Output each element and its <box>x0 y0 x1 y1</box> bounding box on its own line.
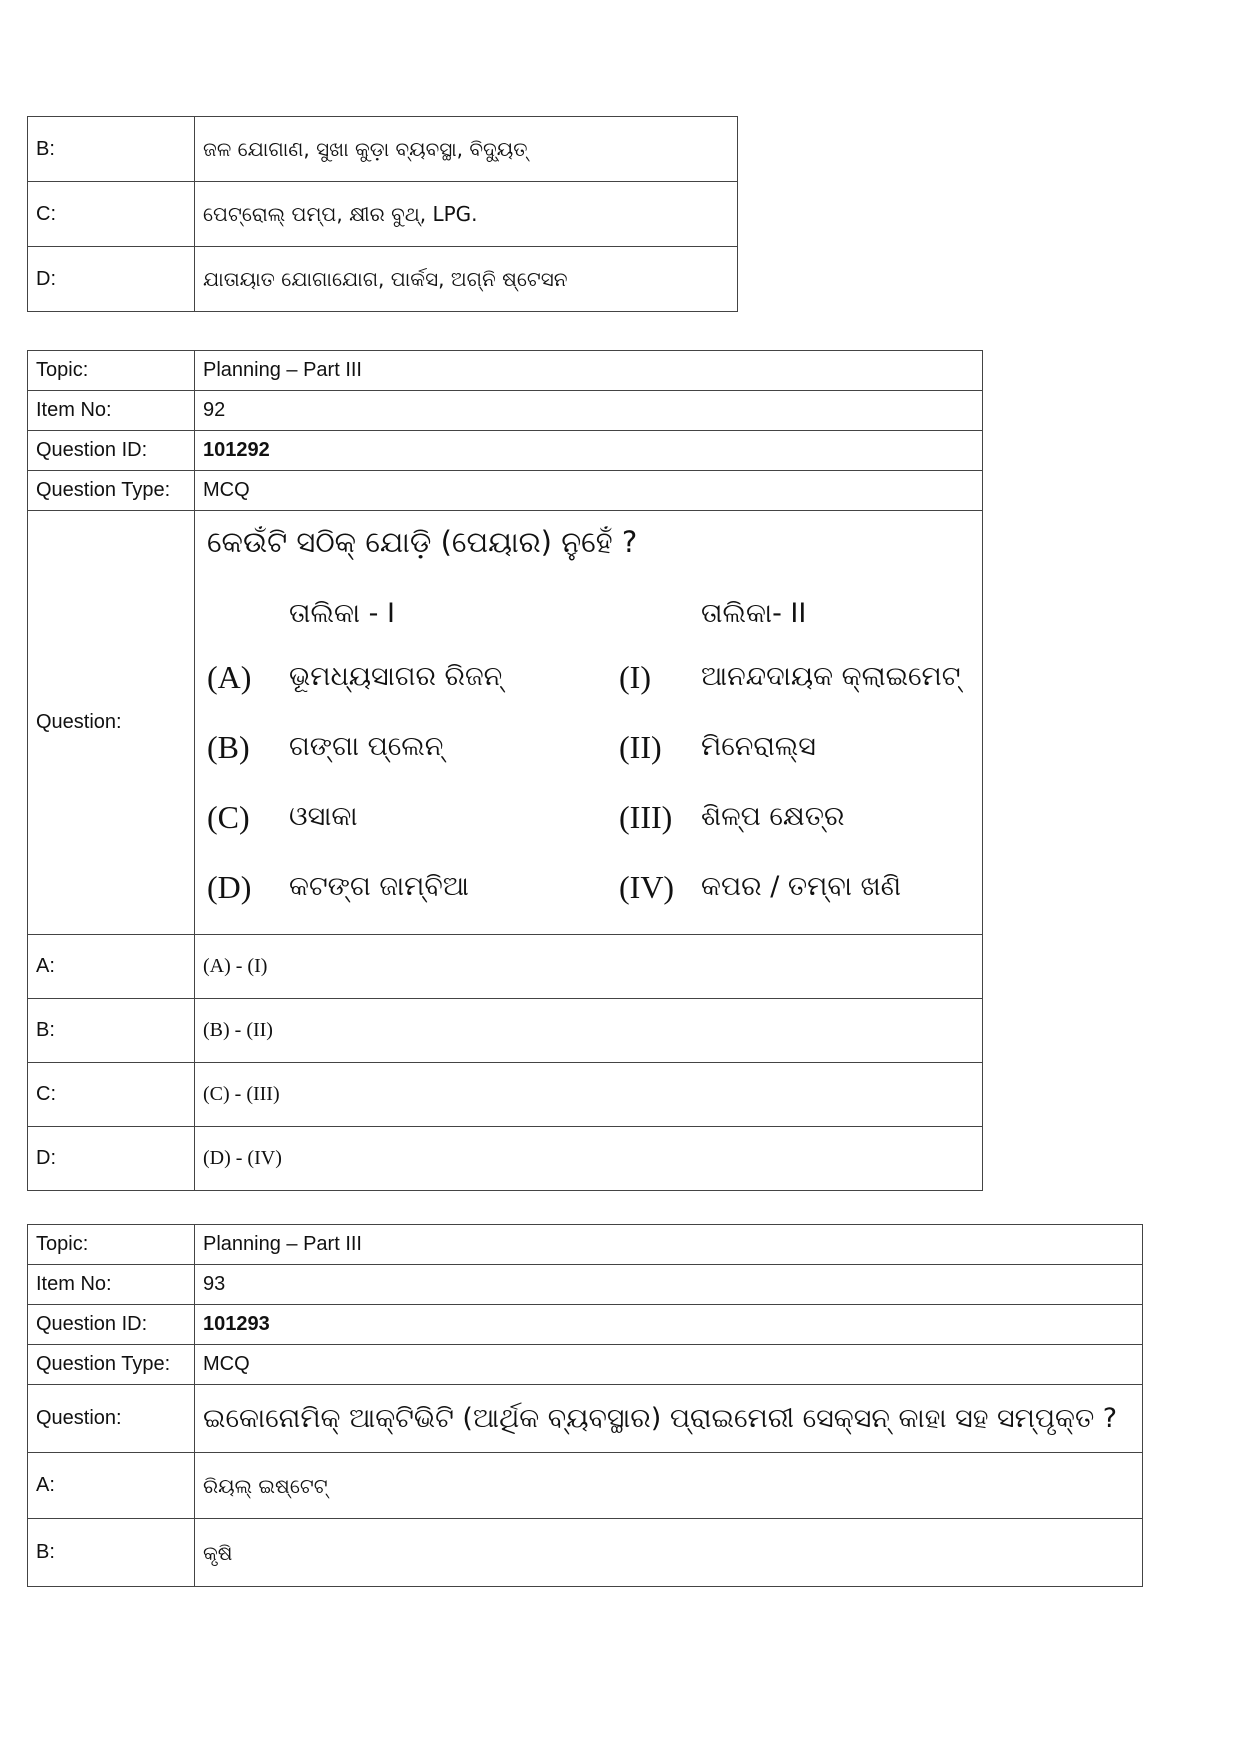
option-row <box>28 1063 983 1127</box>
item-no-row <box>28 1265 1143 1305</box>
match-left-text: ଭୂମଧ୍ୟସାଗର ରିଜନ୍ <box>289 661 503 692</box>
option-row <box>28 1453 1143 1519</box>
option-label: A: <box>28 1453 195 1519</box>
question-label: Question: <box>28 1385 195 1453</box>
question-id-label: Question ID: <box>28 431 195 471</box>
question-id-row <box>28 431 983 471</box>
question-type-row <box>28 471 983 511</box>
question-text: ଇକୋନୋମିକ୍ ଆକ୍ଟିଭିଟି (ଆର୍ଥିକ ବ୍ୟବସ୍ଥାର) ପ୍ରାଇମେରୀ ସେକ୍ସନ୍ କାହା ସହ ସମ୍ପୃକ୍ତ ? <box>195 1385 1143 1453</box>
topic-row <box>28 351 983 391</box>
topic-value: Planning – Part III <box>195 351 983 391</box>
option-row <box>28 1519 1143 1587</box>
match-row <box>207 712 974 782</box>
match-left-text: କଟଙ୍ଗ ଜାମ୍ବିଆ <box>289 871 469 902</box>
option-row <box>28 247 738 312</box>
item-no-label: Item No: <box>28 1265 195 1305</box>
option-text: କୃଷି <box>195 1519 1143 1587</box>
question-id-label: Question ID: <box>28 1305 195 1345</box>
match-row <box>207 642 974 712</box>
match-row <box>207 782 974 852</box>
question-id-value: 101292 <box>195 431 983 471</box>
option-text: (A) - (I) <box>195 935 983 999</box>
match-right-key: (III) <box>619 798 673 835</box>
prev-question-options-table <box>27 116 738 312</box>
list-2-header: ତାଲିକା- II <box>701 598 807 629</box>
option-text: ରିୟଲ୍ ଇଷ୍ଟେଟ୍ <box>195 1453 1143 1519</box>
match-left-key: (B) <box>207 728 250 765</box>
option-text: ଯାତାୟାତ ଯୋଗାଯୋଗ, ପାର୍କସ, ଅଗ୍ନି ଷ୍ଟେସନ <box>195 247 738 312</box>
question-text: କେଉଁଟି ସଠିକ୍ ଯୋଡ଼ି (ପେୟାର) ନୁହେଁ ? <box>207 525 638 559</box>
question-93-table <box>27 1224 1143 1587</box>
match-right-text: ଆନନ୍ଦଦାୟକ କ୍ଲାଇମେଟ୍ <box>701 661 961 692</box>
option-text: (B) - (II) <box>195 999 983 1063</box>
option-label: B: <box>28 999 195 1063</box>
match-header-row <box>207 586 974 642</box>
option-text: ପେଟ୍ରୋଲ୍ ପମ୍ପ, କ୍ଷୀର ବୁଥ୍, LPG. <box>195 182 738 247</box>
option-row <box>28 117 738 182</box>
topic-label: Topic: <box>28 1225 195 1265</box>
match-right-key: (II) <box>619 728 662 765</box>
item-no-label: Item No: <box>28 391 195 431</box>
option-label: C: <box>28 1063 195 1127</box>
question-row <box>28 1385 1143 1453</box>
option-label: C: <box>28 182 195 247</box>
option-label: D: <box>28 247 195 312</box>
topic-value: Planning – Part III <box>195 1225 1143 1265</box>
option-label: A: <box>28 935 195 999</box>
item-no-value: 93 <box>195 1265 1143 1305</box>
match-right-key: (I) <box>619 658 651 695</box>
item-no-value: 92 <box>195 391 983 431</box>
topic-row <box>28 1225 1143 1265</box>
question-type-row <box>28 1345 1143 1385</box>
option-label: D: <box>28 1127 195 1191</box>
option-text: (C) - (III) <box>195 1063 983 1127</box>
match-right-text: କପର / ତମ୍ବା ଖଣି <box>701 871 902 902</box>
question-label: Question: <box>28 511 195 935</box>
question-id-row <box>28 1305 1143 1345</box>
question-row <box>28 511 983 935</box>
match-right-text: ମିନେରାଲ୍ସ <box>701 731 816 762</box>
match-right-text: ଶିଳ୍ପ କ୍ଷେତ୍ର <box>701 801 845 832</box>
option-label: B: <box>28 1519 195 1587</box>
option-row <box>28 182 738 247</box>
option-row <box>28 935 983 999</box>
option-row <box>28 1127 983 1191</box>
match-left-text: ଗଙ୍ଗା ପ୍ଲେନ୍ <box>289 731 444 762</box>
question-type-label: Question Type: <box>28 471 195 511</box>
question-type-label: Question Type: <box>28 1345 195 1385</box>
question-body <box>195 511 983 935</box>
question-type-value: MCQ <box>195 471 983 511</box>
list-1-header: ତାଲିକା - I <box>289 598 395 629</box>
match-left-key: (D) <box>207 868 252 905</box>
option-text: ଜଳ ଯୋଗାଣ, ସୁଖା କୁଡ଼ା ବ୍ୟବସ୍ଥା, ବିଦ୍ୟୁତ୍ <box>195 117 738 182</box>
option-text: (D) - (IV) <box>195 1127 983 1191</box>
match-left-text: ଓସାକା <box>289 801 358 832</box>
question-92-table <box>27 350 983 1191</box>
question-id-value: 101293 <box>195 1305 1143 1345</box>
match-left-key: (A) <box>207 658 252 695</box>
option-row <box>28 999 983 1063</box>
match-row <box>207 852 974 922</box>
topic-label: Topic: <box>28 351 195 391</box>
item-no-row <box>28 391 983 431</box>
option-label: B: <box>28 117 195 182</box>
question-type-value: MCQ <box>195 1345 1143 1385</box>
match-right-key: (IV) <box>619 868 675 905</box>
match-left-key: (C) <box>207 798 250 835</box>
